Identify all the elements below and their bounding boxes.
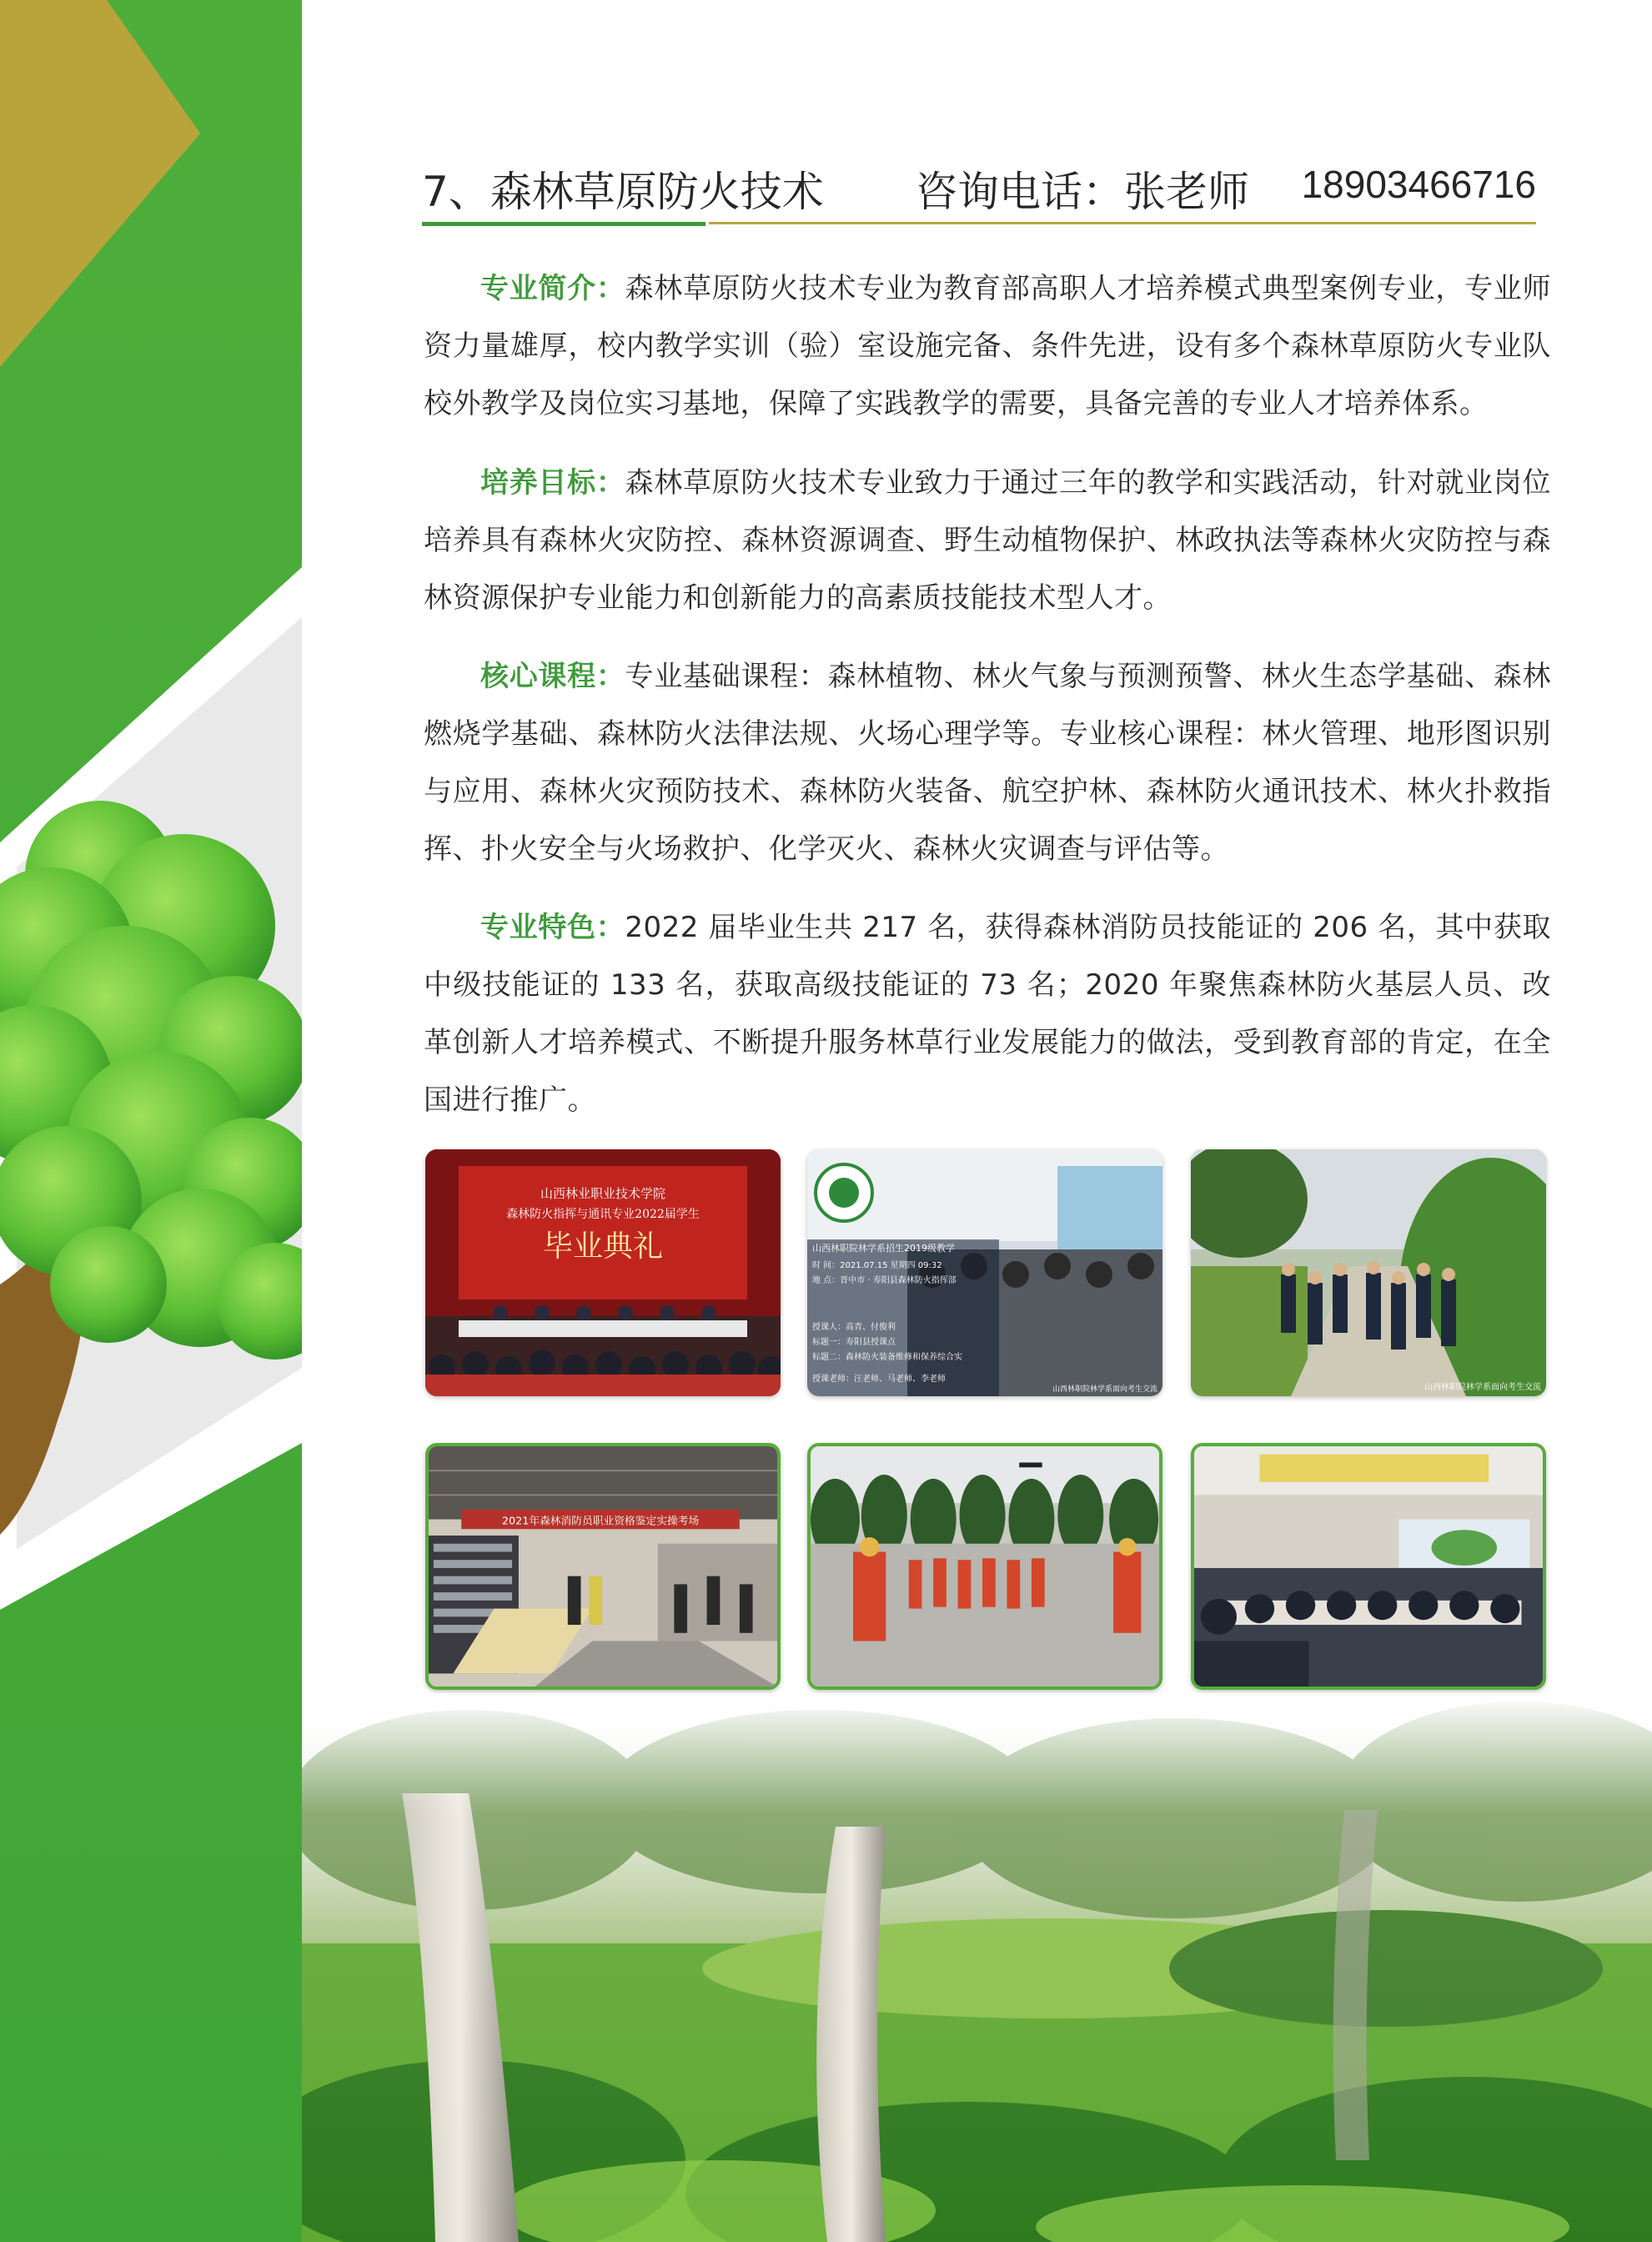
section-text: 森林草原防火技术专业致力于通过三年的教学和实践活动，针对就业岗位培养具有森林火灾防控、森林资源调查、野生动植物保护、林政执法等森林火灾防控与森林资源保护专业能力和创新能力的高素质技能技术型人才。	[424, 466, 1552, 615]
section-label: 专业简介：	[480, 272, 625, 305]
photo-meeting-room	[1191, 1443, 1546, 1690]
section-features	[424, 899, 1551, 1129]
section-text: 专业基础课程：森林植物、林火气象与预测预警、林火生态学基础、森林燃烧学基础、森林防火法律法规、火场心理学等。专业核心课程：林火管理、地形图识别与应用、森林火灾预防技术、森林防火装备、航空护林、森林防火通讯技术、林火扑救指挥、扑火安全与火场救护、化学灭火、森林火灾调查与评估等。	[424, 660, 1552, 866]
contact-label: 咨询电话：张老师	[916, 168, 1249, 216]
photo2-line1: 山西林职院林学系招生2019级教学	[812, 1243, 955, 1254]
photo2-watermark: 山西林职院林学系面向考生交流	[1052, 1385, 1157, 1394]
section-goal	[424, 455, 1551, 627]
photo-banner-text: 毕业典礼	[542, 1229, 664, 1264]
photo2-line2: 时 间：2021.07.15 星期四 09:32	[812, 1261, 942, 1270]
contact-phone: 18903466716	[1301, 163, 1536, 206]
photo3-watermark: 山西林职院林学系面向考生交流	[1424, 1383, 1541, 1392]
title-underline-green	[422, 222, 705, 226]
photo-caption-line2: 森林防火指挥与通讯专业2022届学生	[506, 1208, 700, 1221]
section-header	[422, 158, 1536, 234]
photo2-line7: 授课老师：汪老师、马老师、李老师	[812, 1375, 946, 1384]
section-label: 培养目标：	[480, 466, 625, 500]
strip-background-graphic	[0, 0, 302, 2242]
photo-caption-line1: 山西林业职业技术学院	[540, 1186, 666, 1201]
photo2-line6: 标题二：森林防火装备维修和保养综合实	[812, 1353, 962, 1362]
section-courses	[424, 648, 1551, 878]
photo2-line3: 地 点：晋中市 · 寿阳县森林防火指挥部	[812, 1276, 957, 1285]
photo-graduation-ceremony	[425, 1149, 781, 1396]
left-decorative-strip	[0, 0, 302, 2242]
section-text: 2022 届毕业生共 217 名，获得森林消防员技能证的 206 名，其中获取中级技能证的 133 名，获取高级技能证的 73 名；2020 年聚焦森林防火基层人员、改革创新人才培养模式、不断提升服务林草行业发展能力的做法，受到教育部的肯定，在全国进行推广。	[424, 911, 1551, 1117]
photo-exam-hall	[425, 1443, 781, 1690]
photo4-banner: 2021年森林消防员职业资格鉴定实操考场	[501, 1514, 700, 1527]
section-text: 森林草原防火技术专业为教育部高职人才培养模式典型案例专业，专业师资力量雄厚，校内教学实训（验）室设施完备、条件先进，设有多个森林草原防火专业队校外教学及岗位实习基地，保障了实践教学的需要，具备完善的专业人才培养体系。	[424, 272, 1552, 420]
major-title: 7、森林草原防火技术	[422, 168, 824, 216]
title-underline-olive	[709, 222, 1536, 224]
section-label: 专业特色：	[480, 911, 625, 944]
photo-field-walk	[1191, 1149, 1546, 1396]
photo-field-teaching	[807, 1149, 1162, 1396]
photo2-line4: 授课人：高青、付俊利	[812, 1323, 896, 1332]
forest-landscape-image	[302, 1693, 1652, 2242]
photo-firefighter-drill	[807, 1443, 1162, 1690]
photo2-line5: 标题一：寿阳县授课点	[812, 1338, 896, 1347]
section-intro	[424, 260, 1551, 433]
section-label: 核心课程：	[480, 660, 625, 693]
